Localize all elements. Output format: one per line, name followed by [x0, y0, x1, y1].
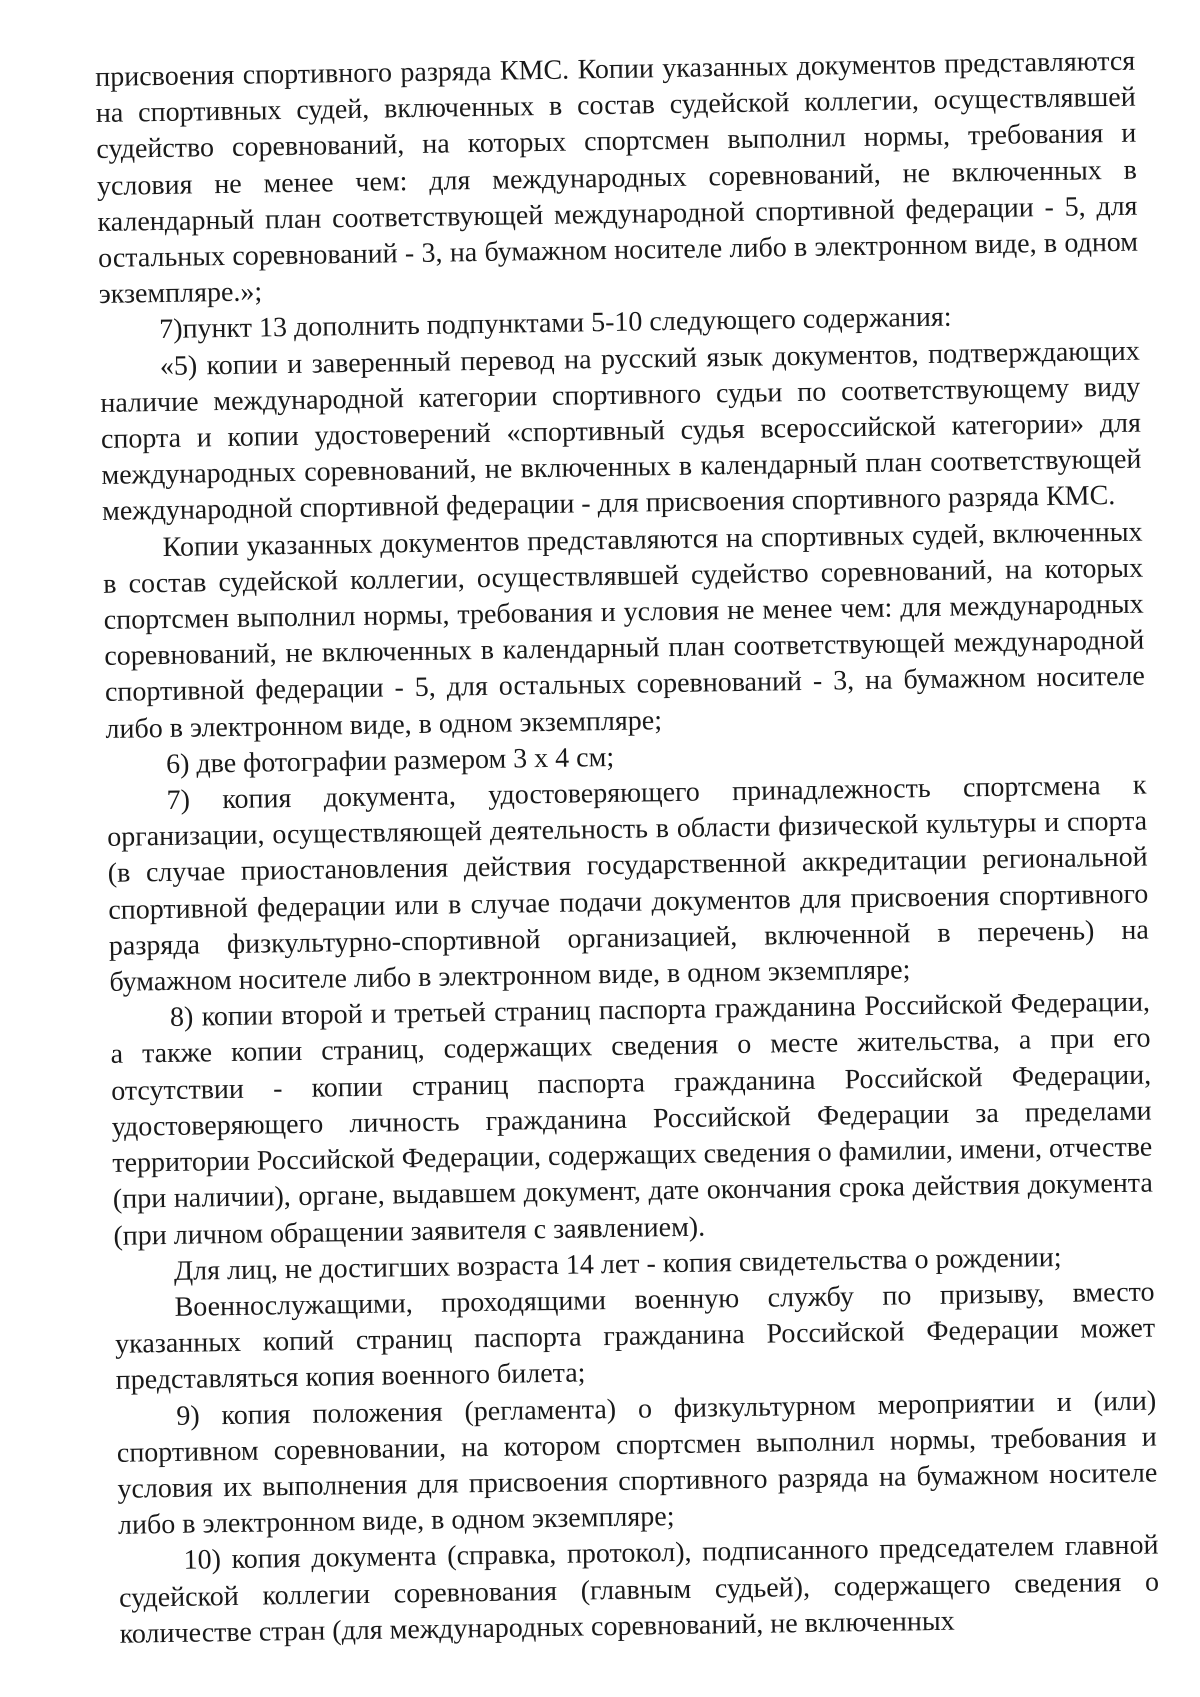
paragraph-item-7-amendment: 7)пункт 13 дополнить подпунктами 5-10 следующего содержания: — [159, 302, 952, 346]
paragraph-subitem-6: 6) две фотографии размером 3 х 4 см; — [165, 741, 615, 780]
paragraph-servicemen: Военнослужащими, проходящими военную службу по призыву, вместо указанных копий страниц паспорта гражданина Российской Федерации может представляться копия военного билета; — [114, 1276, 1156, 1397]
paragraph-continuation: присвоения спортивного разряда КМС. Копии указанных документов представляются на спортивных судей, включенных в состав судейской коллегии, осуществлявшей судейство соревнований, на которых спортсмен выполнил нормы, требования и условия не менее чем: для международных соревнований, не включенных в календарный план соответствующей международной спортивной федерации - 5, для остальных соревнований - 3, на бумажном носителе либо в электронном виде, в одном экземпляре.»; — [95, 45, 1139, 311]
paragraph-copies-documents: Копии указанных документов представляются на спортивных судей, включенных в состав судейской коллегии, осуществлявшей судейство соревнований, на которых спортсмен выполнил нормы, требования и условия не менее чем: для международных соревнований, не включенных в календарный план соответствующей международной спортивной федерации - 5, для остальных соревнований - 3, на бумажном носителе либо в электронном виде, в одном экземпляре; — [102, 516, 1146, 745]
paragraph-subitem-10: 10) копия документа (справка, протокол), подписанного председателем главной судейской коллегии соревнования (главным судьей), содержащего сведения о количестве стран (для международных соревнований, не включенных — [118, 1529, 1160, 1650]
paragraph-minors: Для лиц, не достигших возраста 14 лет - копия свидетельства о рождении; — [173, 1241, 1062, 1287]
document-page — [95, 44, 1160, 1660]
paragraph-subitem-5: «5) копии и заверенный перевод на русский язык документов, подтверждающих наличие международной категории спортивного судьи по соответствующему виду спорта и копии удостоверений «спортивный судья всероссийской категории» для международных соревнований, не включенных в календарный план соответствующей международной спортивной федерации - для присвоения спортивного разряда КМС. — [100, 335, 1142, 528]
paragraph-subitem-8: 8) копии второй и третьей страниц паспорта гражданина Российской Федерации, а также копии страниц, содержащих сведения о месте жительства, а при его отсутствии - копии страниц паспорта гражданина Российской Федерации, удостоверяющего личность гражданина Российской Федерации за пределами территории Российской Федерации, содержащих сведения о фамилии, имени, отчестве (при наличии), органе, выдавшем документ, дате окончания срока действия документа (при личном обращении заявителя с заявлением). — [110, 986, 1154, 1252]
paragraph-subitem-7: 7) копия документа, удостоверяющего принадлежность спортсмена к организации, осуществляющей деятельность в области физической культуры и спорта (в случае приостановления действия государственной аккредитации региональной спортивной федерации или в случае подачи документов для присвоения спортивного разряда физкультурно-спортивной организацией, включенной в перечень) на бумажном носителе либо в электронном виде, в одном экземпляре; — [106, 769, 1150, 998]
paragraph-subitem-9: 9) копия положения (регламента) о физкультурном мероприятии и (или) спортивном соревновании, на котором спортсмен выполнил нормы, требования и условия их выполнения для присвоения спортивного разряда на бумажном носителе либо в электронном виде, в одном экземпляре; — [116, 1385, 1158, 1541]
